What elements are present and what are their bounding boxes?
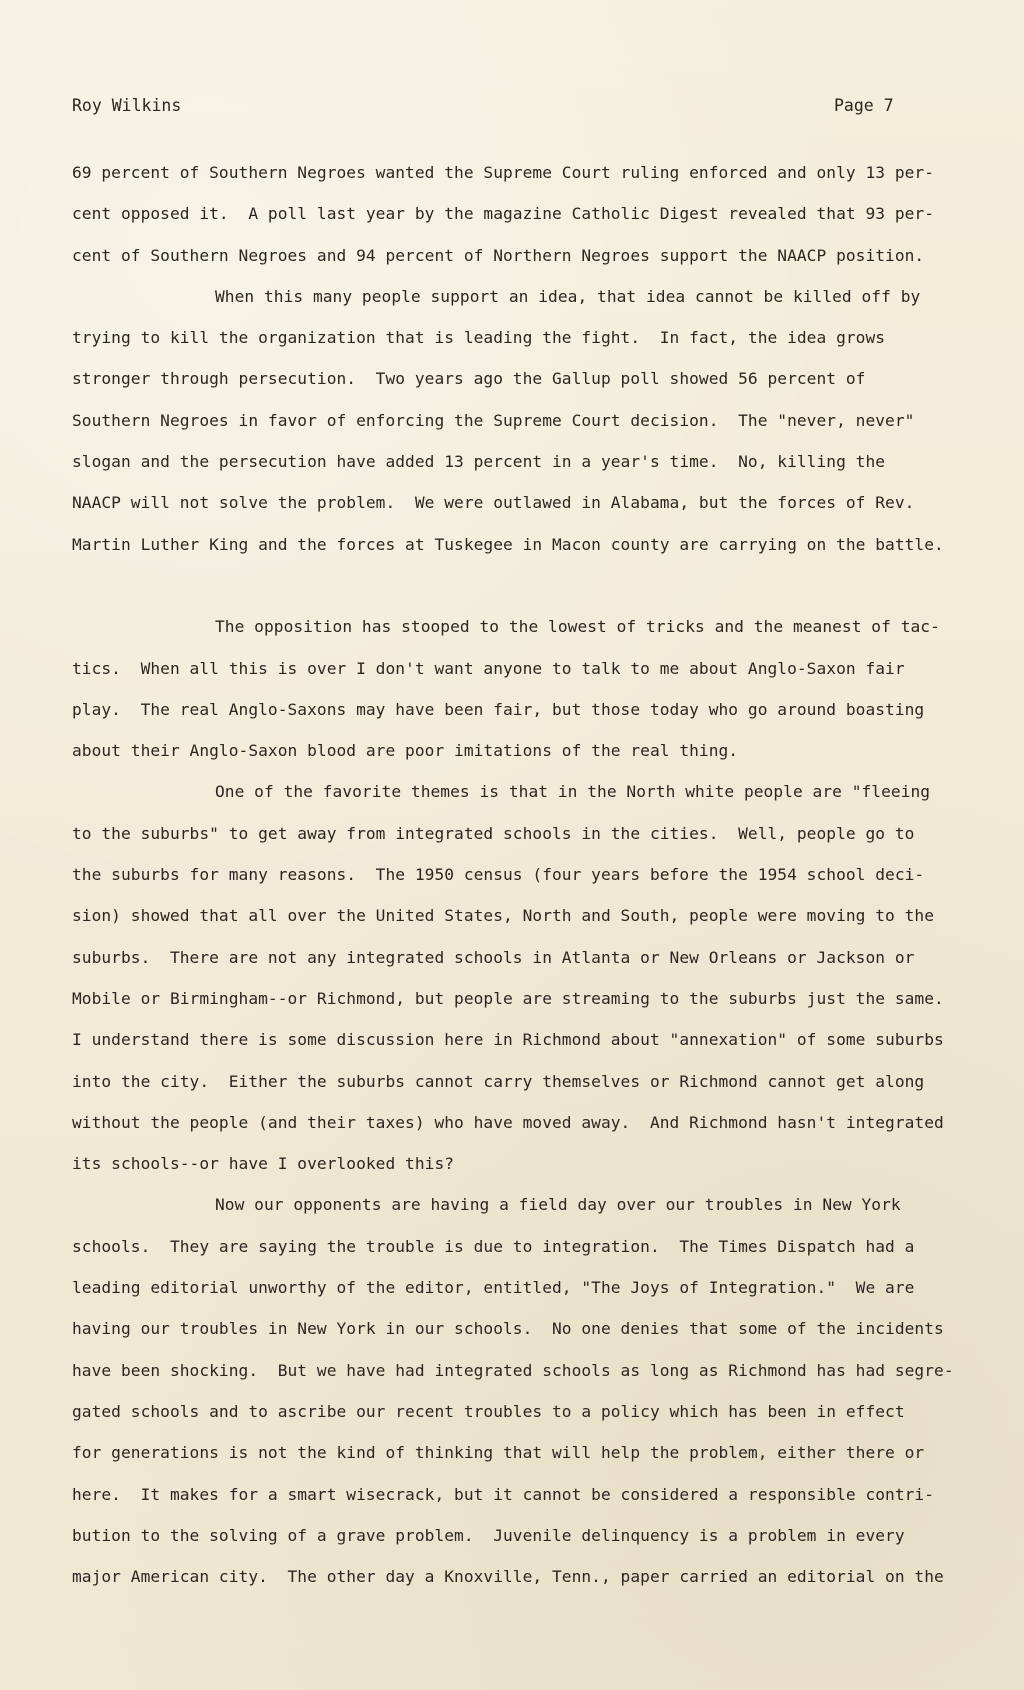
paragraph-1 — [72, 152, 1012, 276]
text-line: Mobile or Birmingham--or Richmond, but people are streaming to the suburbs just the same. — [72, 988, 944, 1008]
page-header — [72, 94, 894, 118]
text-line: Martin Luther King and the forces at Tuskegee in Macon county are carrying on the battle. — [72, 534, 944, 554]
text-line: here. It makes for a smart wisecrack, but it cannot be considered a responsible contri- — [72, 1484, 935, 1504]
text-line: having our troubles in New York in our schools. No one denies that some of the incidents — [72, 1319, 944, 1339]
document-body — [72, 152, 1012, 1597]
page-number: Page 7 — [834, 96, 894, 115]
text-line: have been shocking. But we have had integrated schools as long as Richmond has had segre- — [72, 1360, 954, 1380]
text-line: its schools--or have I overlooked this? — [72, 1154, 455, 1174]
author-name: Roy Wilkins — [72, 96, 182, 115]
text-line: I understand there is some discussion here in Richmond about "annexation" of some suburbs — [72, 1030, 944, 1050]
text-line: the suburbs for many reasons. The 1950 census (four years before the 1954 school deci- — [72, 865, 925, 885]
text-line: play. The real Anglo-Saxons may have been fair, but those today who go around boasting — [72, 699, 925, 719]
text-line: stronger through persecution. Two years ago the Gallup poll showed 56 percent of — [72, 369, 866, 389]
text-line: bution to the solving of a grave problem. Juvenile delinquency is a problem in every — [72, 1525, 905, 1545]
text-line: trying to kill the organization that is leading the fight. In fact, the idea grows — [72, 328, 886, 348]
text-line: One of the favorite themes is that in the North white people are "fleeing — [215, 782, 931, 802]
text-line: NAACP will not solve the problem. We were outlawed in Alabama, but the forces of Rev. — [72, 493, 915, 513]
text-line: suburbs. There are not any integrated schools in Atlanta or New Orleans or Jackson or — [72, 947, 915, 967]
text-line: gated schools and to ascribe our recent troubles to a policy which has been in effect — [72, 1401, 905, 1421]
paragraph-5 — [72, 1184, 1012, 1597]
text-line: When this many people support an idea, that idea cannot be killed off by — [215, 286, 921, 306]
text-line: major American city. The other day a Knoxville, Tenn., paper carried an editorial on the — [72, 1567, 944, 1587]
paragraph-gap — [72, 565, 1012, 606]
paragraph-3 — [72, 606, 1012, 771]
text-line: cent of Southern Negroes and 94 percent of Northern Negroes support the NAACP position. — [72, 245, 925, 265]
text-line: to the suburbs" to get away from integrated schools in the cities. Well, people go to — [72, 823, 915, 843]
text-line: The opposition has stooped to the lowest of tricks and the meanest of tac- — [215, 617, 940, 637]
text-line: schools. They are saying the trouble is due to integration. The Times Dispatch had a — [72, 1236, 915, 1256]
text-line: about their Anglo-Saxon blood are poor imitations of the real thing. — [72, 741, 739, 761]
text-line: Southern Negroes in favor of enforcing the Supreme Court decision. The "never, never" — [72, 410, 915, 430]
text-line: leading editorial unworthy of the editor, entitled, "The Joys of Integration." We are — [72, 1278, 915, 1298]
text-line: for generations is not the kind of thinking that will help the problem, either there or — [72, 1443, 925, 1463]
text-line: into the city. Either the suburbs cannot carry themselves or Richmond cannot get along — [72, 1071, 925, 1091]
text-line: Now our opponents are having a field day over our troubles in New York — [215, 1195, 901, 1215]
text-line: slogan and the persecution have added 13 percent in a year's time. No, killing the — [72, 452, 886, 472]
text-line: without the people (and their taxes) who have moved away. And Richmond hasn't integrated — [72, 1112, 944, 1132]
text-line: 69 percent of Southern Negroes wanted the Supreme Court ruling enforced and only 13 per- — [72, 163, 935, 182]
paragraph-2 — [72, 276, 1012, 565]
text-line: sion) showed that all over the United States, North and South, people were moving to the — [72, 906, 935, 926]
text-line: tics. When all this is over I don't want anyone to talk to me about Anglo-Saxon fair — [72, 658, 905, 678]
text-line: cent opposed it. A poll last year by the magazine Catholic Digest revealed that 93 per- — [72, 204, 935, 224]
paragraph-4 — [72, 771, 1012, 1184]
